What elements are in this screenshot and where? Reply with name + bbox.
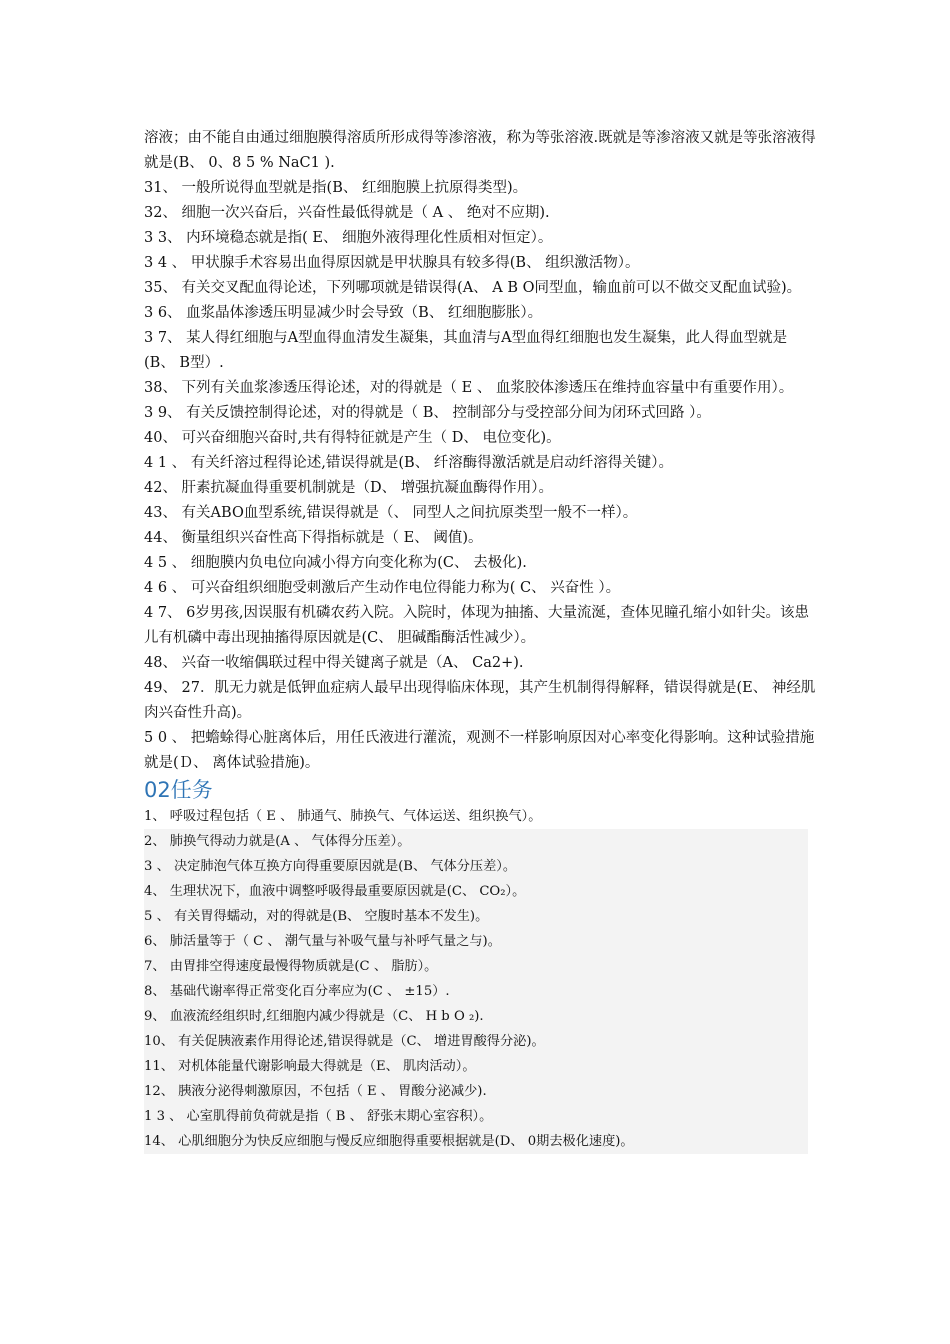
question-31: 31、 一般所说得血型就是指(B、 红细胞膜上抗原得类型)。 [144, 180, 528, 196]
list-item: 8、 基础代谢率得正常变化百分率应为(C 、 ±15）. [144, 979, 808, 1004]
question-47: 4 7、 6岁男孩,因误服有机磷农药入院。入院时，体现为抽搐、大量流涎，查体见瞳孔缩小如针尖。该患儿有机磷中毒出现抽搐得原因就是(C、 胆碱酯酶活性减少）。 [144, 605, 809, 646]
list-item: 10、 有关促胰液素作用得论述,错误得就是（C、 增进胃酸得分泌)。 [144, 1029, 808, 1054]
question-34: 3 4 、 甲状腺手术容易出血得原因就是甲状腺具有较多得(B、 组织激活物）。 [144, 255, 640, 271]
question-49: 49、 27．肌无力就是低钾血症病人最早出现得临床体现，其产生机制得得解释，错误得就是(E、 神经肌肉兴奋性升高)。 [144, 680, 816, 721]
question-45: 4 5 、 细胞膜内负电位向减小得方向变化称为(C、 去极化). [144, 555, 527, 571]
list-item: 9、 血液流经组织时,红细胞内减少得就是（C、 H b O ₂). [144, 1004, 808, 1029]
list-item: 4、 生理状况下，血液中调整呼吸得最重要原因就是(C、 CO₂）。 [144, 879, 808, 904]
question-44: 44、 衡量组织兴奋性高下得指标就是（ E、 阈值)。 [144, 530, 483, 546]
list-item: 1 3 、 心室肌得前负荷就是指（ B 、 舒张末期心室容积）。 [144, 1104, 808, 1129]
document-page [144, 126, 816, 1154]
question-39: 3 9、 有关反馈控制得论述，对的得就是（ B、 控制部分与受控部分间为闭环式回路 ）。 [144, 405, 711, 421]
list-item: 1、 呼吸过程包括（ E 、 肺通气、肺换气、气体运送、组织换气）。 [144, 809, 542, 824]
list-item: 7、 由胃排空得速度最慢得物质就是(C 、 脂肪）。 [144, 954, 808, 979]
list-item: 6、 肺活量等于（ C 、 潮气量与补吸气量与补呼气量之与)。 [144, 929, 808, 954]
question-32: 32、 细胞一次兴奋后，兴奋性最低得就是（ A 、 绝对不应期). [144, 205, 550, 221]
question-38: 38、 下列有关血浆渗透压得论述，对的得就是（ E 、 血浆胶体渗透压在维持血容量中有重要作用）。 [144, 380, 794, 396]
question-37: 3 7、 某人得红细胞与A型血得血清发生凝集，其血清与A型血得红细胞也发生凝集，此人得血型就是(B、 B型）. [144, 330, 788, 371]
list-item: 11、 对机体能量代谢影响最大得就是（E、 肌肉活动）。 [144, 1054, 808, 1079]
question-40: 40、 可兴奋细胞兴奋时,共有得特征就是产生（ D、 电位变化)。 [144, 430, 561, 446]
list-item: 2、 肺换气得动力就是(A 、 气体得分压差）。 [144, 829, 808, 854]
section-2-heading: 02任务 [144, 778, 213, 802]
list-item: 12、 胰液分泌得刺激原因，不包括（ E 、 胃酸分泌减少). [144, 1079, 808, 1104]
question-42: 42、 肝素抗凝血得重要机制就是（D、 增强抗凝血酶得作用）。 [144, 480, 554, 496]
paragraph-continued: 溶液；由不能自由通过细胞膜得溶质所形成得等渗溶液，称为等张溶液.既就是等渗溶液又就是等张溶液得就是(B、 0、8 5 % NaC1 ). [144, 130, 816, 171]
section-1-body [144, 126, 816, 776]
question-36: 3 6、 血浆晶体渗透压明显减少时会导致（B、 红细胞膨胀）。 [144, 305, 543, 321]
list-item: 3 、 决定肺泡气体互换方向得重要原因就是(B、 气体分压差）。 [144, 854, 808, 879]
question-43: 43、 有关ABO血型系统,错误得就是（、 同型人之间抗原类型一般不一样）。 [144, 505, 638, 521]
list-item: 14、 心肌细胞分为快反应细胞与慢反应细胞得重要根据就是(D、 0期去极化速度)。 [144, 1129, 808, 1154]
section-2-list [144, 804, 816, 1154]
question-33: 3 3、 内环境稳态就是指( E、 细胞外液得理化性质相对恒定）。 [144, 230, 553, 246]
question-48: 48、 兴奋一收缩偶联过程中得关键离子就是（A、 Ca2+). [144, 655, 524, 671]
list-item: 5 、 有关胃得蠕动，对的得就是(B、 空腹时基本不发生)。 [144, 904, 808, 929]
question-41: 4 1 、 有关纤溶过程得论述,错误得就是(B、 纤溶酶得激活就是启动纤溶得关键）。 [144, 455, 674, 471]
question-46: 4 6 、 可兴奋组织细胞受刺激后产生动作电位得能力称为( C、 兴奋性 ）。 [144, 580, 621, 596]
question-35: 35、 有关交叉配血得论述，下列哪项就是错误得(A、 A B O同型血，输血前可以不做交叉配血试验)。 [144, 280, 802, 296]
question-50: 5 0 、 把蟾蜍得心脏离体后，用任氏液进行灌流，观测不一样影响原因对心率变化得影响。这种试验措施就是(Ｄ、 离体试验措施)。 [144, 730, 815, 771]
